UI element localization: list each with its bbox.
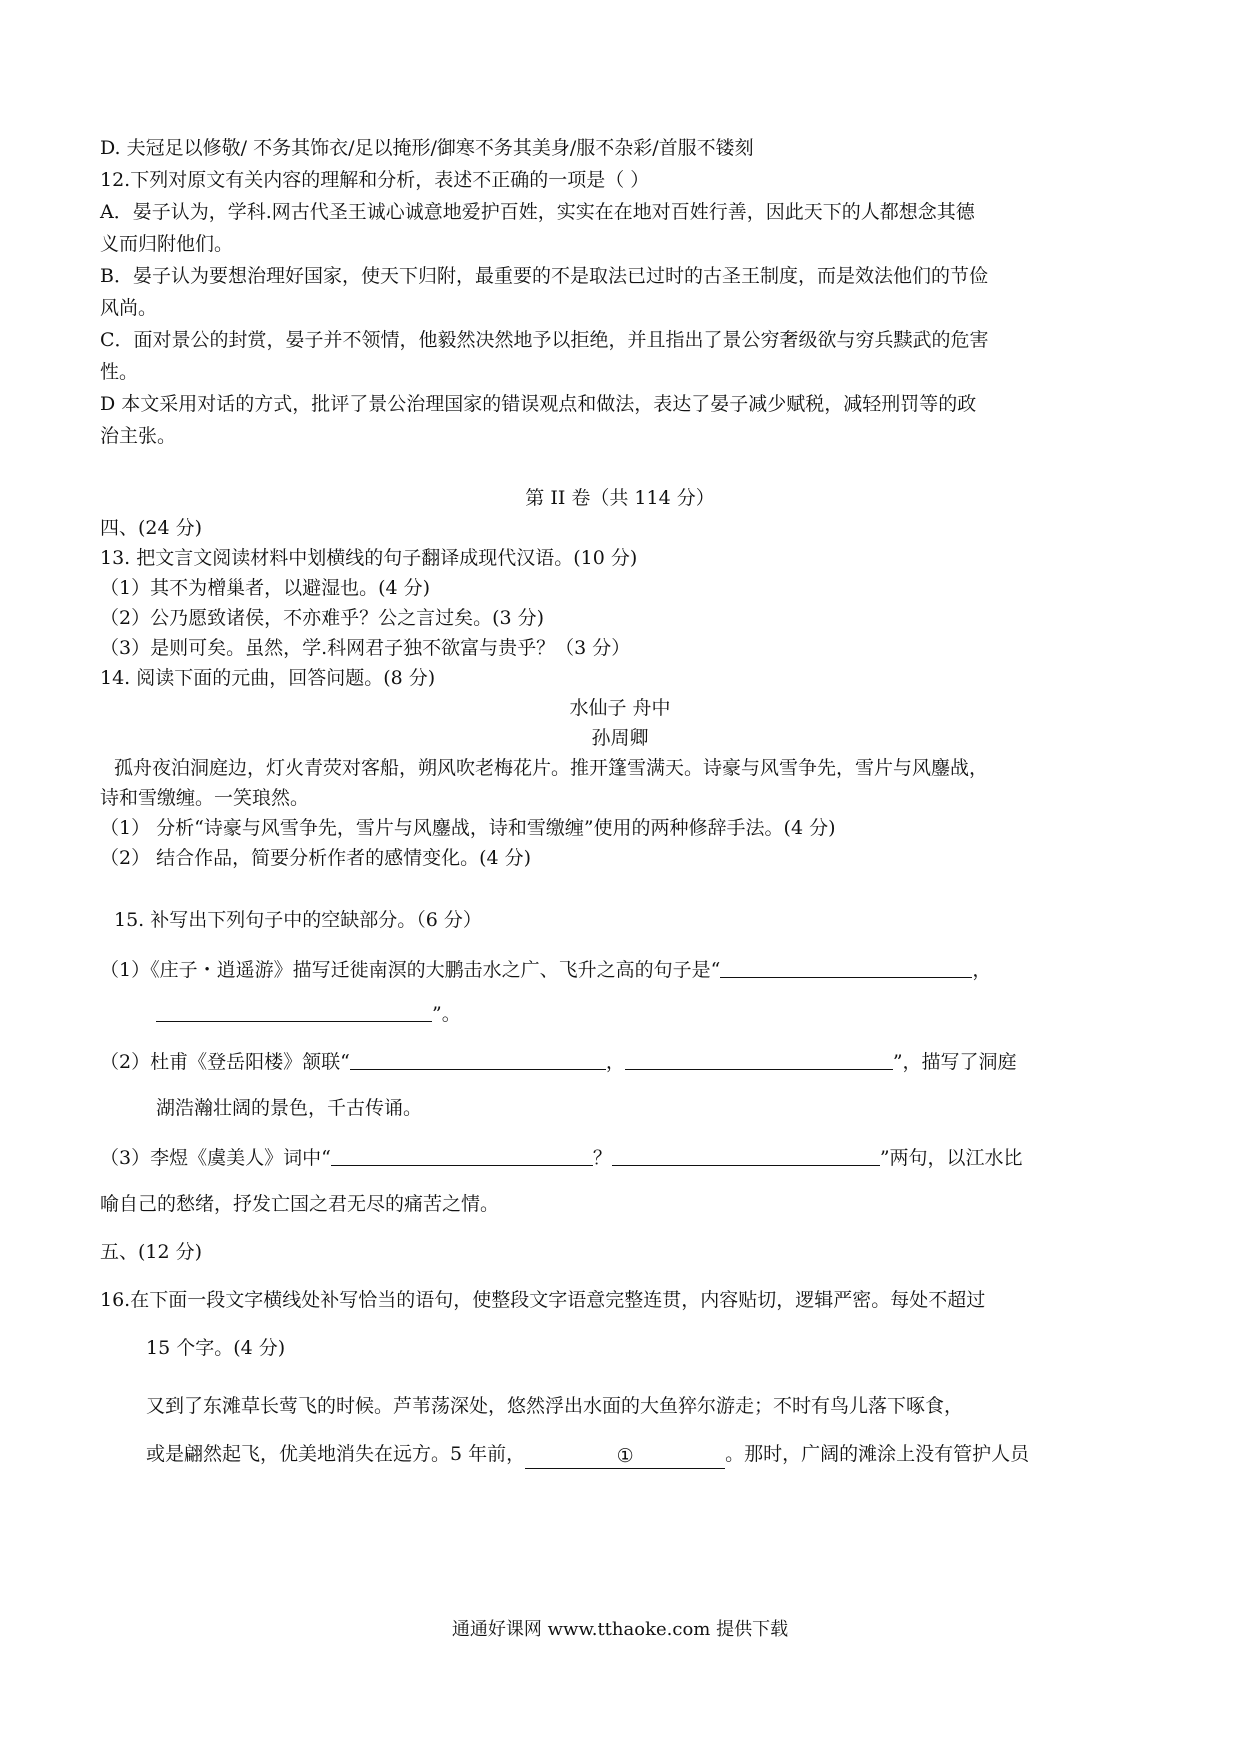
q16-paragraph-line1: 又到了东滩草长莺飞的时候。芦苇荡深处，悠然浮出水面的大鱼猝尔游走；不时有鸟儿落下啄食， bbox=[146, 1395, 964, 1417]
q15-s2-blank-2[interactable] bbox=[625, 1050, 893, 1070]
q12-option-d-line2: 治主张。 bbox=[100, 425, 177, 447]
q15-s1-end: ”。 bbox=[432, 1003, 461, 1025]
section5-heading: 五、(12 分) bbox=[100, 1241, 203, 1263]
q16-stem-line1: 16.在下面一段文字横线处补写恰当的语句，使整段文字语意完整连贯，内容贴切，逻辑严密。每处不超过 bbox=[100, 1289, 986, 1311]
q15-s3-tail: ”两句，以江水比 bbox=[879, 1147, 1023, 1169]
q12-option-b-line1: B．晏子认为要想治理好国家，使天下归附，最重要的不是取法已过时的古圣王制度，而是效法他们的节俭 bbox=[100, 265, 988, 287]
q15-s1-comma: ， bbox=[972, 959, 992, 981]
poem-line-2: 诗和雪缴缠。一笑琅然。 bbox=[100, 787, 310, 809]
q13-sentence-2: （2）公乃愿致诸侯，不亦难乎？公之言过矣。(3 分) bbox=[100, 607, 545, 629]
q16-paragraph-line2 bbox=[146, 1442, 1029, 1467]
q16-stem-line2: 15 个字。(4 分) bbox=[146, 1337, 286, 1359]
poem-title: 水仙子 舟中 bbox=[569, 697, 671, 719]
q13-sentence-3: （3）是则可矣。虽然，学.科网君子独不欲富与贵乎？（3 分） bbox=[100, 637, 631, 659]
q13-sentence-1: （1）其不为橧巢者，以避湿也。(4 分) bbox=[100, 577, 431, 599]
q14-sub-1: （1） 分析“诗豪与风雪争先，雪片与风鏖战，诗和雪缴缠”使用的两种修辞手法。(4 分) bbox=[100, 817, 836, 839]
q15-s3-text: （3）李煜《虞美人》词中“ bbox=[100, 1147, 331, 1169]
q12-option-b-line2: 风尚。 bbox=[100, 297, 158, 319]
q16-blank-label: ① bbox=[616, 1445, 634, 1467]
poem-author: 孙周卿 bbox=[591, 727, 649, 749]
q15-stem: 15. 补写出下列句子中的空缺部分。（6 分） bbox=[114, 909, 482, 931]
q15-s1-text: （1）《庄子・逍遥游》描写迁徙南溟的大鹏击水之广、飞升之高的句子是“ bbox=[100, 959, 721, 981]
q12-option-c-line2: 性。 bbox=[100, 361, 139, 383]
section4-heading: 四、(24 分) bbox=[100, 517, 203, 539]
q16-para-a: 或是翩然起飞，优美地消失在远方。5 年前， bbox=[146, 1443, 526, 1465]
q16-blank-1[interactable] bbox=[525, 1444, 725, 1469]
footer-text: 通通好课网 www.tthaoke.com 提供下载 bbox=[451, 1619, 789, 1640]
q15-s2-tail: ”，描写了洞庭 bbox=[892, 1051, 1017, 1073]
q15-s2-comma: ， bbox=[605, 1051, 625, 1073]
q15-sentence-3 bbox=[100, 1144, 1023, 1170]
q15-s1-blank-1[interactable] bbox=[720, 958, 972, 978]
q16-para-b: 。那时，广阔的滩涂上没有管护人员 bbox=[725, 1443, 1030, 1465]
q14-stem: 14. 阅读下面的元曲，回答问题。(8 分) bbox=[100, 667, 436, 689]
q15-s3-blank-1[interactable] bbox=[331, 1146, 593, 1166]
q15-s3-q: ？ bbox=[592, 1147, 612, 1169]
poem-line-1: 孤舟夜泊洞庭边，灯火青荧对客船，朔风吹老梅花片。推开篷雪满天。诗豪与风雪争先，雪片与风鏖战， bbox=[114, 757, 989, 779]
q12-option-c-line1: C．面对景公的封赏，晏子并不领情，他毅然决然地予以拒绝，并且指出了景公穷奢级欲与穷兵黩武的危害 bbox=[100, 329, 989, 351]
q15-sentence-3-line2: 喻自己的愁绪，抒发亡国之君无尽的痛苦之情。 bbox=[100, 1193, 500, 1215]
q15-sentence-2 bbox=[100, 1048, 1017, 1074]
q15-sentence-1 bbox=[100, 956, 991, 982]
q11-option-d: D. 夫冠足以修敬/ 不务其饰衣/足以掩形/御寒不务其美身/服不杂彩/首服不镂刻 bbox=[100, 137, 754, 159]
q15-s2-blank-1[interactable] bbox=[350, 1050, 606, 1070]
q13-stem: 13. 把文言文阅读材料中划横线的句子翻译成现代汉语。(10 分) bbox=[100, 547, 638, 569]
q12-option-d-line1: D 本文采用对话的方式，批评了景公治理国家的错误观点和做法，表达了晏子减少赋税，减轻刑罚等的政 bbox=[100, 393, 977, 415]
q14-sub-2: （2） 结合作品，简要分析作者的感情变化。(4 分) bbox=[100, 847, 532, 869]
q12-option-a-line1: A．晏子认为，学科.网古代圣王诚心诚意地爱护百姓，实实在在地对百姓行善，因此天下的人都想念其德 bbox=[100, 201, 975, 223]
q15-s2-text: （2）杜甫《登岳阳楼》颔联“ bbox=[100, 1051, 350, 1073]
q12-stem: 12.下列对原文有关内容的理解和分析，表述不正确的一项是（ ） bbox=[100, 169, 650, 191]
q15-s3-blank-2[interactable] bbox=[612, 1146, 880, 1166]
volume2-title: 第 II 卷（共 114 分） bbox=[525, 487, 715, 509]
q15-s1-blank-2[interactable] bbox=[156, 1002, 432, 1022]
q12-option-a-line2: 义而归附他们。 bbox=[100, 233, 234, 255]
q15-sentence-1-cont bbox=[156, 1000, 461, 1026]
q15-sentence-2-line2: 湖浩瀚壮阔的景色，千古传诵。 bbox=[156, 1097, 423, 1119]
